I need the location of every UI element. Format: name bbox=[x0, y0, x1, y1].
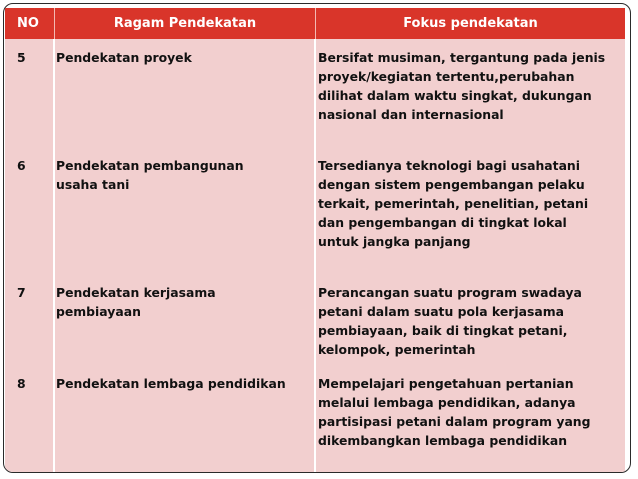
cell-fokus bbox=[318, 374, 618, 450]
cell-ragam bbox=[56, 283, 308, 321]
header-divider bbox=[54, 8, 55, 39]
cell-fokus-line: petani dalam suatu pola kerjasama bbox=[318, 304, 564, 319]
table-header bbox=[5, 8, 625, 39]
cell-fokus-line: dikembangkan lembaga pendidikan bbox=[318, 433, 568, 448]
cell-ragam-line: Pendekatan proyek bbox=[56, 50, 192, 65]
cell-fokus bbox=[318, 156, 618, 251]
cell-ragam bbox=[56, 48, 308, 67]
cell-fokus-line: proyek/kegiatan tertentu,perubahan bbox=[318, 69, 575, 84]
column-divider bbox=[314, 39, 316, 472]
header-fokus-pendekatan: Fokus pendekatan bbox=[403, 16, 538, 31]
cell-fokus-line: dan pengembangan di tingkat lokal bbox=[318, 215, 567, 230]
cell-fokus-line: dilihat dalam waktu singkat, dukungan bbox=[318, 88, 592, 103]
cell-ragam-line: usaha tani bbox=[56, 177, 130, 192]
cell-ragam-line: Pendekatan kerjasama bbox=[56, 285, 216, 300]
cell-ragam bbox=[56, 156, 308, 194]
cell-fokus-line: partisipasi petani dalam program yang bbox=[318, 414, 591, 429]
cell-no: 6 bbox=[17, 158, 26, 173]
cell-ragam-line: Pendekatan lembaga pendidikan bbox=[56, 376, 286, 391]
cell-fokus-line: melalui lembaga pendidikan, adanya bbox=[318, 395, 576, 410]
cell-ragam bbox=[56, 374, 308, 393]
cell-fokus-line: Perancangan suatu program swadaya bbox=[318, 285, 582, 300]
approach-table bbox=[5, 8, 625, 472]
header-no: NO bbox=[17, 16, 39, 31]
cell-fokus-line: untuk jangka panjang bbox=[318, 234, 471, 249]
cell-fokus-line: terkait, pemerintah, penelitian, petani bbox=[318, 196, 589, 211]
cell-ragam-line: pembiayaan bbox=[56, 304, 141, 319]
cell-fokus-line: Tersedianya teknologi bagi usahatani bbox=[318, 158, 580, 173]
cell-fokus-line: nasional dan internasional bbox=[318, 107, 504, 122]
cell-fokus-line: kelompok, pemerintah bbox=[318, 342, 476, 357]
cell-fokus-line: Bersifat musiman, tergantung pada jenis bbox=[318, 50, 606, 65]
cell-no: 5 bbox=[17, 50, 26, 65]
cell-fokus bbox=[318, 48, 618, 124]
table-body bbox=[5, 39, 625, 472]
slide-frame bbox=[3, 3, 631, 473]
column-divider bbox=[53, 39, 55, 472]
cell-fokus-line: dengan sistem pengembangan pelaku bbox=[318, 177, 585, 192]
header-ragam-pendekatan: Ragam Pendekatan bbox=[113, 16, 257, 31]
cell-fokus-line: Mempelajari pengetahuan pertanian bbox=[318, 376, 574, 391]
cell-fokus-line: pembiayaan, baik di tingkat petani, bbox=[318, 323, 568, 338]
cell-fokus bbox=[318, 283, 618, 359]
cell-no: 7 bbox=[17, 285, 26, 300]
cell-ragam-line: Pendekatan pembangunan bbox=[56, 158, 244, 173]
cell-no: 8 bbox=[17, 376, 26, 391]
